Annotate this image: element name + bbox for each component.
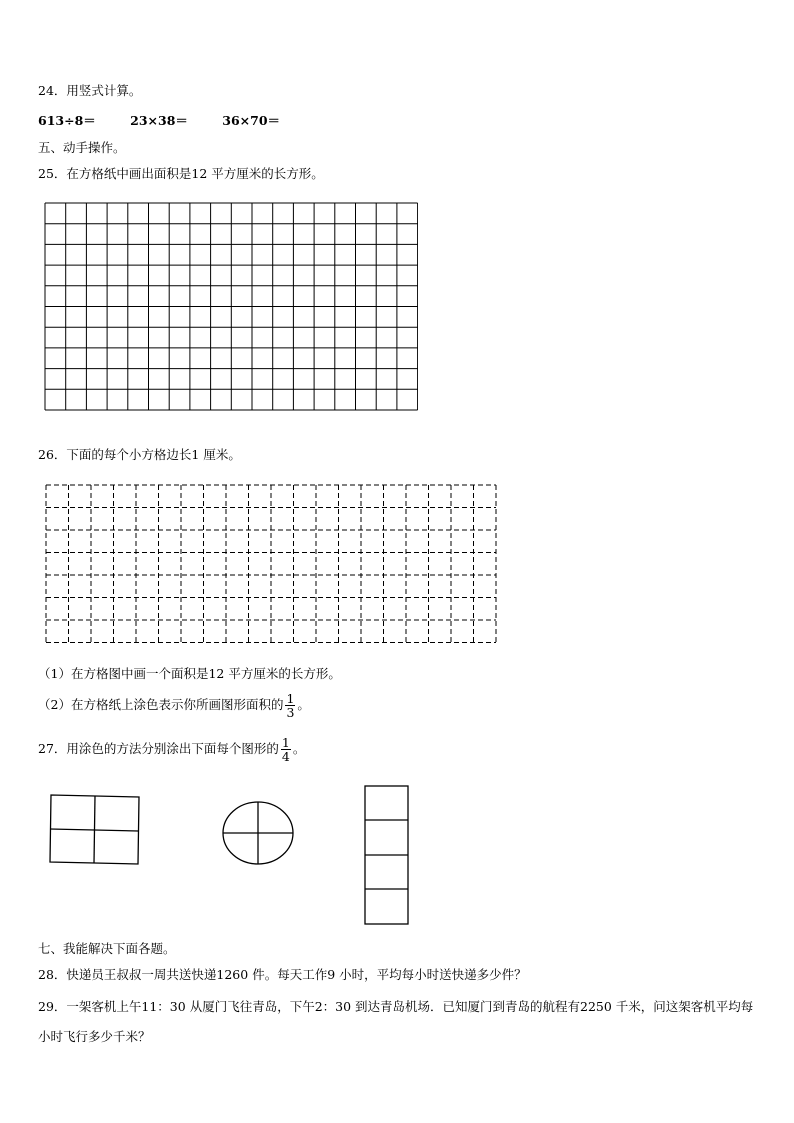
expression-2: 23×38＝ [130,113,188,128]
q26-dashed-grid[interactable] [45,484,497,644]
q25-title: 25．在方格纸中画出面积是12 平方厘米的长方形。 [38,166,324,181]
q24-expressions [38,112,310,130]
section-5-heading: 五、动手操作。 [38,140,126,155]
fraction-numerator: 1 [281,735,290,750]
q27-figures [0,780,794,930]
fraction-denominator: 4 [281,749,290,764]
expression-1: 613÷8＝ [38,113,96,128]
q24-title: 24．用竖式计算。 [38,83,142,98]
q29-text: 29．一架客机上午11：30 从厦门飞往青岛，下午2：30 到达青岛机场．已知厦门到青岛的航程有2250 千米，问这架客机平均每小时飞行多少千米？ [38,999,754,1044]
tall-rectangle-four-cells[interactable] [365,786,408,924]
fraction-one-third [285,692,295,719]
expression-3: 36×70＝ [222,113,281,128]
q25-square-grid[interactable] [44,202,418,430]
section-7-heading: 七、我能解决下面各题。 [38,941,176,956]
q27-title-text: 27．用涂色的方法分别涂出下面每个图形的 [38,741,279,756]
rectangle-quartered[interactable] [50,795,139,864]
q27-title-end: 。 [292,741,306,756]
q27-title [38,736,305,763]
q26-sub2 [38,692,310,719]
fraction-one-quarter [281,736,291,763]
fraction-numerator: 1 [286,691,295,706]
q26-sub2-text: （2）在方格纸上涂色表示你所画图形面积的 [38,697,284,712]
q26-sub2-end: 。 [297,697,310,712]
fraction-denominator: 3 [286,705,295,720]
q26-title: 26．下面的每个小方格边长1 厘米。 [38,447,241,462]
q28-text: 28．快递员王叔叔一周共送快递1260 件。每天工作9 小时，平均每小时送快递多少件？ [38,967,527,982]
q26-sub1: （1）在方格图中画一个面积是12 平方厘米的长方形。 [38,666,341,681]
circle-quartered[interactable] [223,802,293,864]
